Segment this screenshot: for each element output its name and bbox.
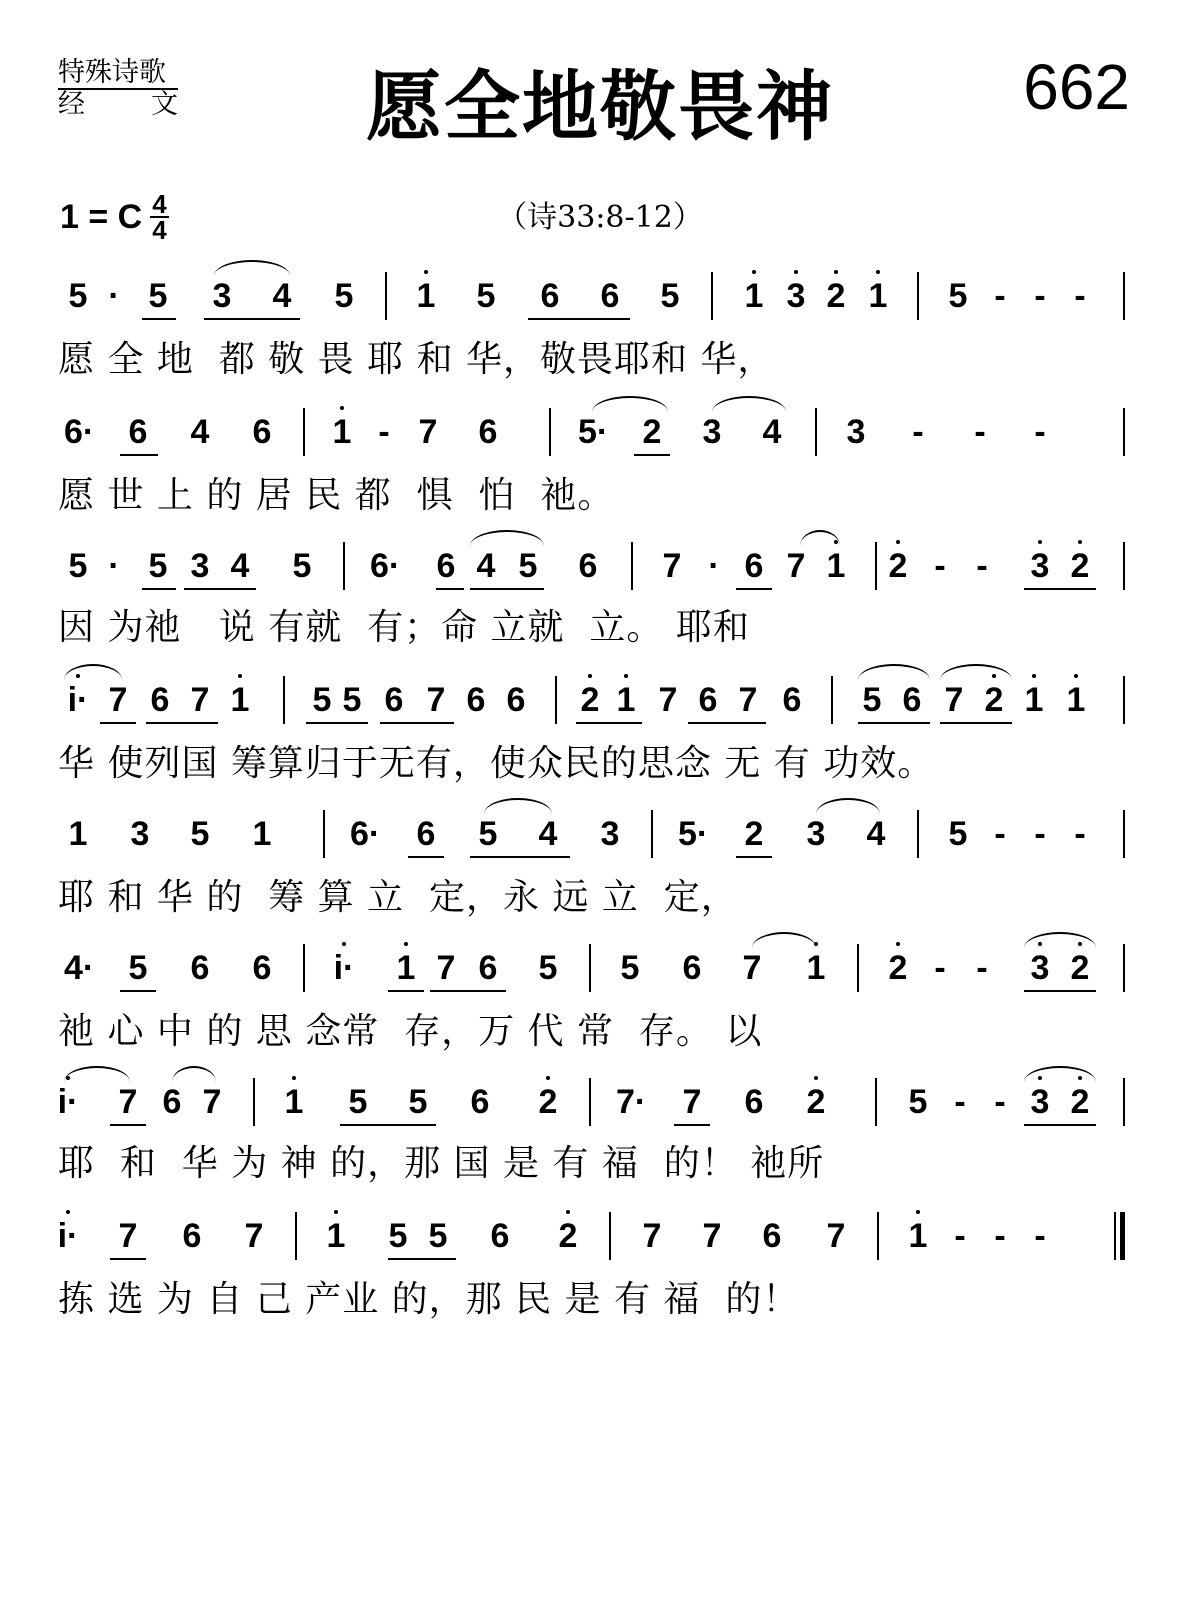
- octave-dot: [238, 674, 242, 678]
- bar-line: [711, 272, 713, 320]
- bar-line: [555, 676, 557, 724]
- note: 7: [436, 949, 456, 987]
- note: 6: [190, 949, 210, 987]
- notation-line: [0, 1212, 1200, 1272]
- note: 1: [68, 815, 88, 853]
- octave-dot: [876, 270, 880, 274]
- note: 7: [826, 1217, 846, 1255]
- slur-arc: [712, 396, 786, 412]
- note: 1: [332, 413, 352, 451]
- note-extension: -: [954, 1217, 966, 1255]
- notation-line: [0, 810, 1200, 870]
- note: 6: [470, 1083, 490, 1121]
- bar-line: [1123, 810, 1125, 858]
- octave-dot: [588, 674, 592, 678]
- category-line1: 特殊诗歌: [58, 58, 178, 90]
- underline-beam: [100, 722, 136, 724]
- note: 1: [908, 1217, 928, 1255]
- note: 2: [744, 815, 764, 853]
- note-dot: ·: [108, 547, 120, 585]
- note: 3: [212, 277, 232, 315]
- underline-beam: [142, 318, 176, 320]
- note-extension: -: [912, 413, 924, 451]
- note-extension: -: [994, 1217, 1006, 1255]
- note-extension: -: [994, 1083, 1006, 1121]
- final-bar-thin: [1114, 1212, 1116, 1260]
- octave-dot: [896, 540, 900, 544]
- note: 6: [416, 815, 436, 853]
- note: 6·: [370, 547, 401, 585]
- note: 4: [538, 815, 558, 853]
- note: 7: [738, 681, 758, 719]
- note: 2: [558, 1217, 578, 1255]
- slur-arc: [752, 932, 816, 948]
- note: 3: [786, 277, 806, 315]
- octave-dot: [1074, 674, 1078, 678]
- note: i·: [57, 1217, 79, 1255]
- slur-arc: [858, 664, 930, 680]
- note: 4·: [64, 949, 95, 987]
- note: 4: [230, 547, 250, 585]
- bar-line: [875, 542, 877, 590]
- bar-line: [343, 542, 345, 590]
- note: 3: [190, 547, 210, 585]
- lyric-line: 愿 世 上 的 居 民 都 惧 怕 祂。: [58, 475, 615, 516]
- bar-line: [385, 272, 387, 320]
- notation-line: [0, 408, 1200, 468]
- note-extension: -: [934, 547, 946, 585]
- octave-dot: [334, 1210, 338, 1214]
- note: 6: [744, 1083, 764, 1121]
- note: 6: [578, 547, 598, 585]
- note: 1: [230, 681, 250, 719]
- underline-beam: [146, 722, 218, 724]
- underline-beam: [736, 588, 772, 590]
- octave-dot: [896, 942, 900, 946]
- octave-dot: [566, 1210, 570, 1214]
- underline-beam: [120, 454, 158, 456]
- note: 5: [342, 681, 362, 719]
- note: 6: [252, 949, 272, 987]
- lyric-line: 拣 选 为 自 己 产业 的，那 民 是 有 福 的！: [58, 1279, 800, 1320]
- note: 7: [426, 681, 446, 719]
- note: 1: [826, 547, 846, 585]
- note: 5: [334, 277, 354, 315]
- notation-line: [0, 542, 1200, 602]
- note: 5: [292, 547, 312, 585]
- underline-beam: [184, 588, 256, 590]
- note: 1: [806, 949, 826, 987]
- bar-line: [1123, 408, 1125, 456]
- underline-beam: [940, 722, 1012, 724]
- note: 5: [478, 815, 498, 853]
- note: i·: [333, 949, 355, 987]
- note: 7: [642, 1217, 662, 1255]
- scripture-reference: （诗33:8-12）: [497, 200, 703, 235]
- note: 5: [908, 1083, 928, 1121]
- slur-arc: [940, 664, 1012, 680]
- note: 1: [1024, 681, 1044, 719]
- slur-arc: [470, 530, 544, 546]
- note: 6: [744, 547, 764, 585]
- time-top: 4: [152, 189, 167, 219]
- note: 7: [190, 681, 210, 719]
- bar-line: [295, 1212, 297, 1260]
- underline-beam: [110, 1258, 146, 1260]
- note: 2: [984, 681, 1004, 719]
- octave-dot: [752, 270, 756, 274]
- octave-dot: [342, 942, 346, 946]
- note-extension: -: [1034, 413, 1046, 451]
- note: 1: [868, 277, 888, 315]
- note: 5: [660, 277, 680, 315]
- bar-line: [875, 1078, 877, 1126]
- underline-beam: [528, 318, 630, 320]
- category-line2-left: 经: [58, 89, 85, 120]
- note: 2: [580, 681, 600, 719]
- note: 1: [252, 815, 272, 853]
- note-dot: ·: [108, 277, 120, 315]
- notation-line: [0, 676, 1200, 736]
- underline-beam: [430, 990, 506, 992]
- note: 4: [272, 277, 292, 315]
- note: 3: [806, 815, 826, 853]
- octave-dot: [1078, 540, 1082, 544]
- note: 2: [888, 547, 908, 585]
- underline-beam: [634, 454, 670, 456]
- bar-line: [631, 542, 633, 590]
- note: 2: [806, 1083, 826, 1121]
- note: i·: [57, 1083, 79, 1121]
- underline-beam: [120, 990, 156, 992]
- notation-line: [0, 1078, 1200, 1138]
- underline-beam: [340, 1124, 436, 1126]
- underline-beam: [1024, 588, 1096, 590]
- underline-beam: [470, 856, 570, 858]
- underline-beam: [306, 722, 368, 724]
- note: 5: [148, 277, 168, 315]
- note: 4: [190, 413, 210, 451]
- note: 5·: [678, 815, 709, 853]
- note: 7: [118, 1083, 138, 1121]
- note: 7: [702, 1217, 722, 1255]
- note: 7: [418, 413, 438, 451]
- slur-arc: [800, 530, 840, 546]
- slur-arc: [484, 798, 552, 814]
- note-extension: -: [994, 277, 1006, 315]
- bar-line: [877, 1212, 879, 1260]
- bar-line: [1123, 676, 1125, 724]
- notation-line: [0, 272, 1200, 332]
- slur-arc: [592, 396, 668, 412]
- note: 4: [476, 547, 496, 585]
- bar-line: [815, 408, 817, 456]
- note: 2: [888, 949, 908, 987]
- octave-dot: [624, 674, 628, 678]
- note: 6: [762, 1217, 782, 1255]
- octave-dot: [834, 270, 838, 274]
- note: 5: [476, 277, 496, 315]
- note: 7: [742, 949, 762, 987]
- bar-line: [857, 944, 859, 992]
- note: 6: [182, 1217, 202, 1255]
- note: 5: [68, 547, 88, 585]
- underline-beam: [736, 856, 772, 858]
- note: 5: [190, 815, 210, 853]
- note: 7: [108, 681, 128, 719]
- note: 5: [428, 1217, 448, 1255]
- octave-dot: [66, 1210, 70, 1214]
- note: 7: [658, 681, 678, 719]
- underline-beam: [688, 722, 766, 724]
- note: 1: [616, 681, 636, 719]
- final-bar-thick: [1120, 1212, 1125, 1260]
- note: 4: [762, 413, 782, 451]
- lyric-line: 因 为祂 说 有就 有；命 立就 立。 耶和: [58, 607, 750, 648]
- note: 1: [416, 277, 436, 315]
- octave-dot: [292, 1076, 296, 1080]
- note: 6·: [64, 413, 95, 451]
- bar-line: [303, 944, 305, 992]
- note-extension: -: [974, 413, 986, 451]
- note: 7: [682, 1083, 702, 1121]
- note: 6: [540, 277, 560, 315]
- underline-beam: [408, 856, 444, 858]
- note-extension: -: [994, 815, 1006, 853]
- note: 5·: [578, 413, 609, 451]
- slur-arc: [816, 798, 880, 814]
- lyric-line: 耶 和 华 为 神 的，那 国 是 有 福 的！ 祂所: [58, 1143, 825, 1184]
- note: 5: [948, 815, 968, 853]
- note-extension: -: [378, 413, 390, 451]
- note-extension: -: [1034, 1217, 1046, 1255]
- bar-line: [589, 1078, 591, 1126]
- note: 1: [284, 1083, 304, 1121]
- note: 1: [744, 277, 764, 315]
- note: 5: [68, 277, 88, 315]
- lyric-line: 华 使列国 筹算归于无有，使众民的思念 无 有 功效。: [58, 743, 935, 784]
- note-dot: ·: [708, 547, 720, 585]
- note: 7: [786, 547, 806, 585]
- underline-beam: [674, 1124, 710, 1126]
- slur-arc: [214, 260, 290, 276]
- note: 5: [388, 1217, 408, 1255]
- bar-line: [303, 408, 305, 456]
- note: 5: [518, 547, 538, 585]
- note: 7·: [616, 1083, 647, 1121]
- note: 6: [150, 681, 170, 719]
- note: 2: [642, 413, 662, 451]
- octave-dot: [1038, 540, 1042, 544]
- slur-arc: [1024, 1066, 1096, 1082]
- note: 2: [538, 1083, 558, 1121]
- note: 6: [782, 681, 802, 719]
- note: 3: [130, 815, 150, 853]
- note: 1: [396, 949, 416, 987]
- note-extension: -: [954, 1083, 966, 1121]
- octave-dot: [916, 1210, 920, 1214]
- note: 6: [384, 681, 404, 719]
- lyric-line: 祂 心 中 的 思 念常 存，万 代 常 存。 以: [58, 1011, 763, 1052]
- note-extension: -: [1074, 277, 1086, 315]
- underline-beam: [142, 588, 176, 590]
- note: 5: [312, 681, 332, 719]
- octave-dot: [404, 942, 408, 946]
- underline-beam: [470, 588, 544, 590]
- note: 7: [118, 1217, 138, 1255]
- underline-beam: [110, 1124, 146, 1126]
- note-extension: -: [934, 949, 946, 987]
- note: 6·: [350, 815, 381, 853]
- bar-line: [323, 810, 325, 858]
- underline-beam: [204, 318, 300, 320]
- octave-dot: [424, 270, 428, 274]
- note: 1: [326, 1217, 346, 1255]
- bar-line: [253, 1078, 255, 1126]
- octave-dot: [814, 1076, 818, 1080]
- note-extension: -: [976, 547, 988, 585]
- note: 5: [538, 949, 558, 987]
- note-extension: -: [1074, 815, 1086, 853]
- note: 3: [846, 413, 866, 451]
- bar-line: [589, 944, 591, 992]
- bar-line: [831, 676, 833, 724]
- underline-beam: [436, 588, 464, 590]
- note: 3: [600, 815, 620, 853]
- hymn-title: 愿全地敬畏神: [366, 62, 834, 151]
- bar-line: [917, 810, 919, 858]
- note: 7: [202, 1083, 222, 1121]
- note: 3: [1030, 547, 1050, 585]
- note-extension: -: [1034, 815, 1046, 853]
- note: 3: [1030, 1083, 1050, 1121]
- underline-beam: [380, 722, 454, 724]
- octave-dot: [340, 406, 344, 410]
- note: 6: [478, 413, 498, 451]
- category-line2-right: 文: [151, 89, 178, 120]
- note: 6: [478, 949, 498, 987]
- note: 5: [348, 1083, 368, 1121]
- note: 5: [862, 681, 882, 719]
- note: 6: [682, 949, 702, 987]
- note: 6: [506, 681, 526, 719]
- slur-arc: [64, 1066, 130, 1082]
- bar-line: [609, 1212, 611, 1260]
- octave-dot: [1032, 674, 1036, 678]
- note-extension: -: [976, 949, 988, 987]
- note-extension: -: [1034, 277, 1046, 315]
- underline-beam: [1024, 990, 1096, 992]
- slur-arc: [64, 664, 122, 680]
- note: 7: [244, 1217, 264, 1255]
- notation-line: [0, 944, 1200, 1004]
- slur-arc: [1024, 932, 1096, 948]
- note: 6: [466, 681, 486, 719]
- note: 3: [1030, 949, 1050, 987]
- note: 2: [1070, 1083, 1090, 1121]
- underline-beam: [388, 990, 424, 992]
- bar-line: [549, 408, 551, 456]
- octave-dot: [794, 270, 798, 274]
- note: 5: [408, 1083, 428, 1121]
- note: 5: [148, 547, 168, 585]
- note: 6: [252, 413, 272, 451]
- note: 6: [436, 547, 456, 585]
- underline-beam: [576, 722, 642, 724]
- lyric-line: 愿 全 地 都 敬 畏 耶 和 华，敬畏耶和 华，: [58, 339, 775, 380]
- note: 6: [698, 681, 718, 719]
- underline-beam: [388, 1258, 456, 1260]
- note: 6: [490, 1217, 510, 1255]
- note: 5: [948, 277, 968, 315]
- note: 5: [128, 949, 148, 987]
- note: 6: [162, 1083, 182, 1121]
- underline-beam: [1024, 1124, 1096, 1126]
- bar-line: [283, 676, 285, 724]
- hymn-number: 662: [1023, 51, 1130, 123]
- note: 4: [866, 815, 886, 853]
- bar-line: [1123, 944, 1125, 992]
- note: 5: [620, 949, 640, 987]
- note: 6: [128, 413, 148, 451]
- time-bottom: 4: [152, 215, 167, 245]
- bar-line: [651, 810, 653, 858]
- bar-line: [1123, 1078, 1125, 1126]
- key-label: 1 = C: [60, 197, 143, 236]
- octave-dot: [546, 1076, 550, 1080]
- bar-line: [1123, 542, 1125, 590]
- lyric-line: 耶 和 华 的 筹 算 立 定，永 远 立 定，: [58, 877, 738, 918]
- note: 6: [600, 277, 620, 315]
- note: 2: [1070, 547, 1090, 585]
- note: 1: [1066, 681, 1086, 719]
- bar-line: [1123, 272, 1125, 320]
- note: 7: [662, 547, 682, 585]
- note: 7: [944, 681, 964, 719]
- note: 3: [702, 413, 722, 451]
- underline-beam: [858, 722, 930, 724]
- note: 2: [826, 277, 846, 315]
- note: 6: [902, 681, 922, 719]
- note: i·: [67, 681, 89, 719]
- bar-line: [917, 272, 919, 320]
- note: 2: [1070, 949, 1090, 987]
- slur-arc: [172, 1066, 216, 1082]
